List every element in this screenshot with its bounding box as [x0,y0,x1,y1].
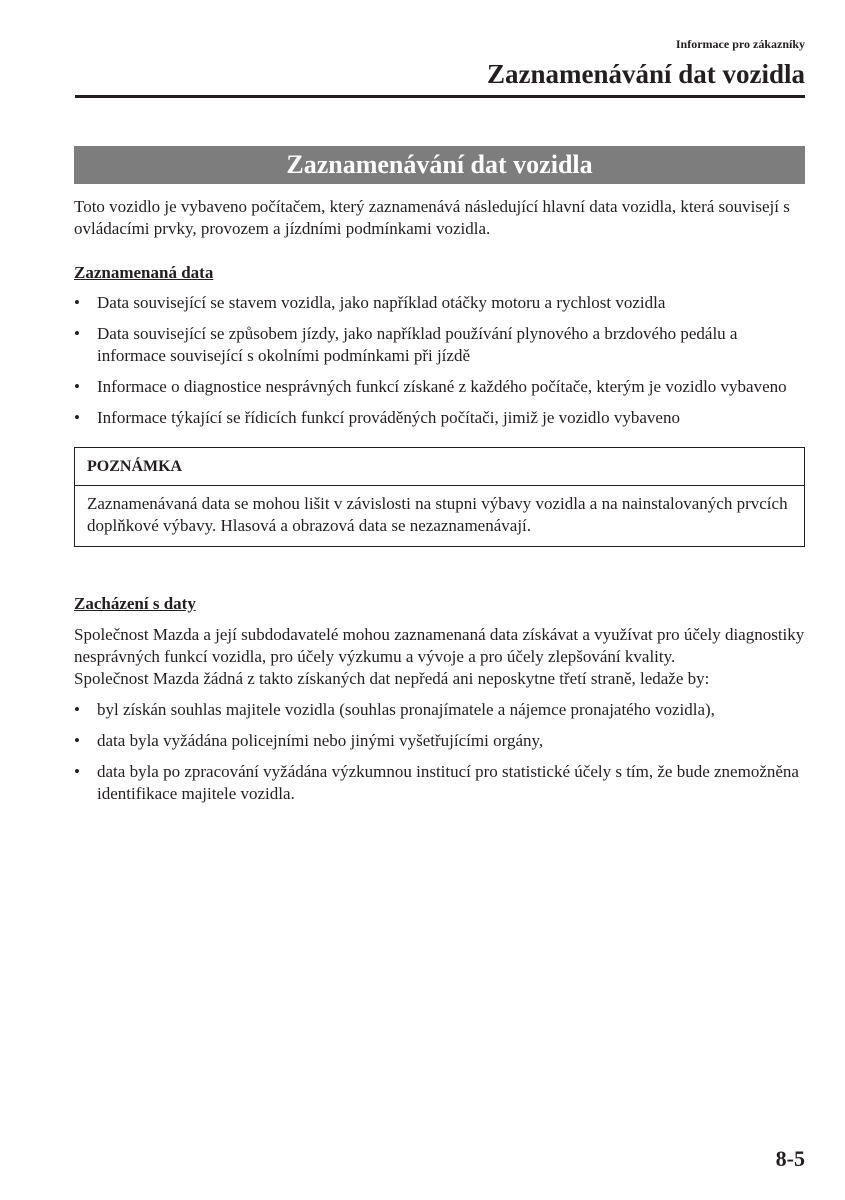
list-item [74,730,805,752]
bullet-marker: • [74,408,80,427]
recorded-data-list [74,292,805,429]
bullet-marker: • [74,377,80,396]
bullet-marker: • [74,324,80,343]
bullet-marker: • [74,700,80,719]
list-item-text: data byla po zpracování vyžádána výzkumnou institucí pro statistické účely s tím, že bude znemožněna identifikace majitele vozidla. [97,762,799,803]
page-title: Zaznamenávání dat vozidla [486,59,805,89]
header-divider [75,95,805,98]
list-item [74,407,805,429]
page-number: 8-5 [775,1146,805,1171]
list-item [74,376,805,398]
bullet-marker: • [74,762,80,781]
intro-paragraph: Toto vozidlo je vybaveno počítačem, který zaznamenává následující hlavní data vozidla, která souvisejí s ovládacími prvky, provozem a jízdními podmínkami vozidla. [74,197,790,238]
list-item [74,761,805,805]
list-item-text: data byla vyžádána policejními nebo jinými vyšetřujícími orgány, [97,731,544,750]
list-item-text: Data související se způsobem jízdy, jako například používání plynového a brzdového pedálu a informace související s okolními podmínkami při jízdě [97,324,738,365]
recorded-data-heading: Zaznamenaná data [74,263,214,282]
section-banner: Zaznamenávání dat vozidla [74,146,805,184]
list-item [74,323,805,367]
disclosure-conditions-list [74,699,805,805]
section-label: Informace pro zákazníky [675,37,805,51]
handling-paragraph-1: Společnost Mazda a její subdodavatelé mohou zaznamenaná data získávat a využívat pro účely diagnostiky nesprávných funkcí vozidla, pro účely výzkumu a vývoje a pro účely zlepšování kvality. [74,625,805,666]
list-item [74,699,805,721]
note-heading: POZNÁMKA [75,448,804,486]
list-item [74,292,805,314]
handling-paragraph-2: Společnost Mazda žádná z takto získaných dat nepředá ani neposkytne třetí straně, ledaže by: [74,669,710,688]
note-box [74,447,805,547]
main-content [74,196,805,805]
list-item-text: Data související se stavem vozidla, jako například otáčky motoru a rychlost vozidla [97,293,666,312]
list-item-text: Informace o diagnostice nesprávných funkcí získané z každého počítače, kterým je vozidlo vybaveno [97,377,787,396]
list-item-text: byl získán souhlas majitele vozidla (souhlas pronajímatele a nájemce pronajatého vozidla), [97,700,715,719]
bullet-marker: • [74,731,80,750]
list-item-text: Informace týkající se řídicích funkcí prováděných počítači, jimiž je vozidlo vybaveno [97,408,680,427]
data-handling-heading: Zacházení s daty [74,594,196,613]
note-text: Zaznamenávaná data se mohou lišit v závislosti na stupni výbavy vozidla a na nainstalovaných prvcích doplňkové výbavy. Hlasová a obrazová data se nezaznamenávají. [87,494,788,535]
bullet-marker: • [74,293,80,312]
